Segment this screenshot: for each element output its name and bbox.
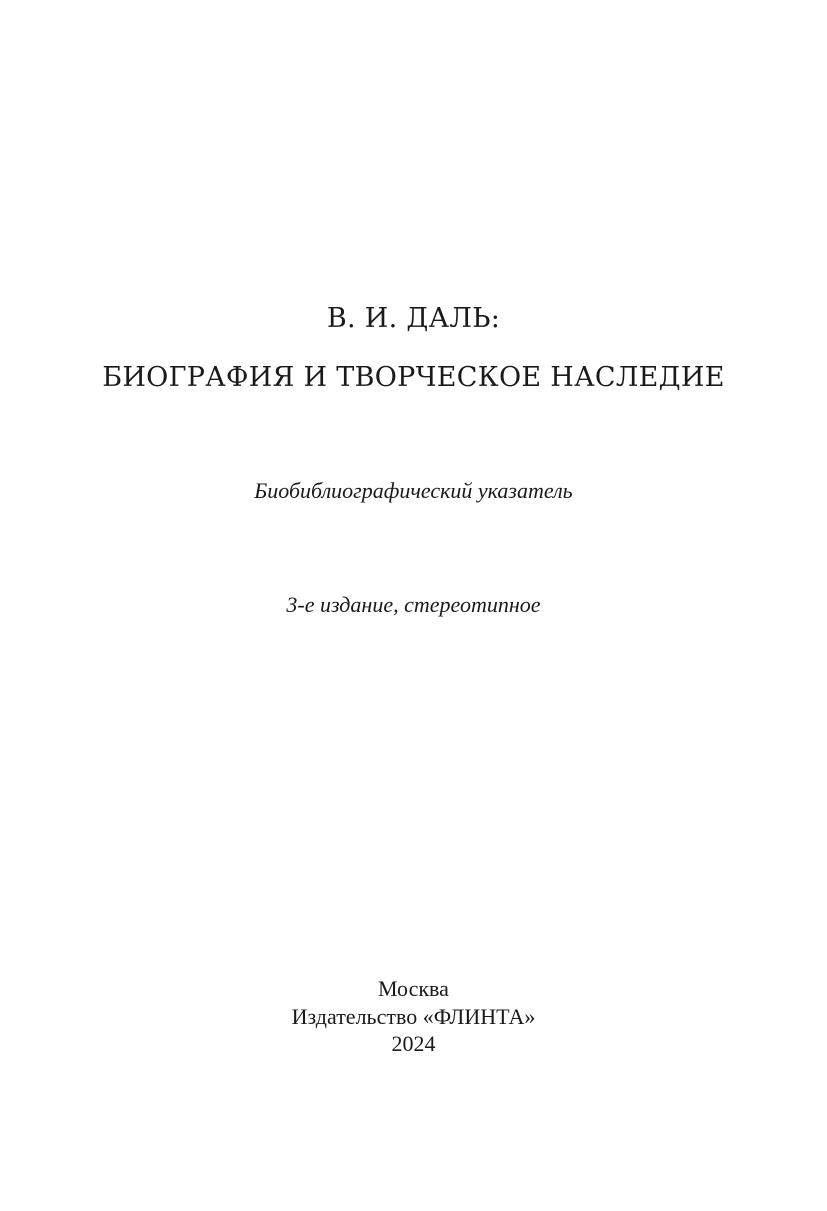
edition-note: 3-е издание, стереотипное xyxy=(286,592,541,617)
imprint-publisher: Издательство «ФЛИНТА» xyxy=(291,1004,536,1029)
book-subtitle: Биобиблиографический указатель xyxy=(254,478,573,503)
imprint-year: 2024 xyxy=(391,1031,436,1056)
book-title: БИОГРАФИЯ И ТВОРЧЕСКОЕ НАСЛЕДИЕ xyxy=(102,362,725,393)
author-heading: В. И. ДАЛЬ: xyxy=(326,303,501,334)
imprint-city: Москва xyxy=(378,976,449,1001)
